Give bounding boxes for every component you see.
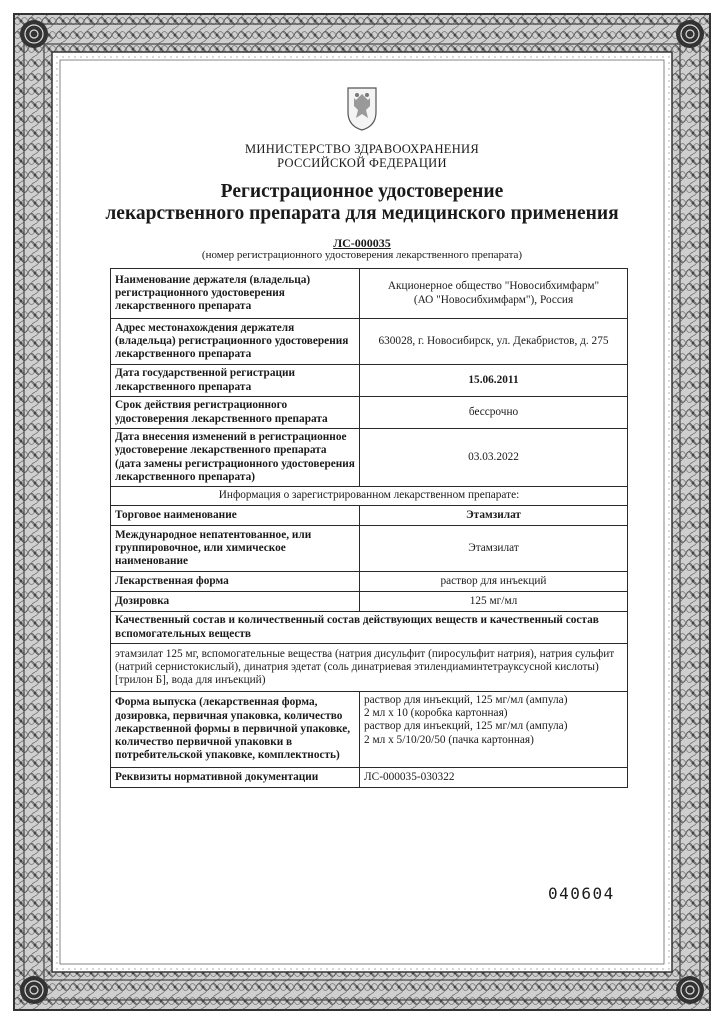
dosage-label: Дозировка [111, 592, 360, 612]
trade-name-label: Торговое наименование [111, 506, 360, 526]
table-row [111, 692, 628, 768]
validity-label: Срок действия регистрационного удостоверения лекарственного препарата [111, 397, 360, 429]
table-row [111, 506, 628, 526]
table-row [111, 644, 628, 692]
reg-date-label: Дата государственной регистрации лекарственного препарата [111, 365, 360, 397]
reg-date-value: 15.06.2011 [360, 365, 628, 397]
release-label: Форма выпуска (лекарственная форма, дозировка, первичная упаковка, количество лекарственной формы в первичной упаковке, количество первичной упаковки в потребительской упаковке, комплектность) [111, 692, 360, 768]
normative-label: Реквизиты нормативной документации [111, 768, 360, 788]
table-row [111, 592, 628, 612]
ministry-name-line2: РОССИЙСКОЙ ФЕДЕРАЦИИ [277, 156, 447, 170]
registration-number-caption: (номер регистрационного удостоверения лекарственного препарата) [201, 249, 523, 261]
table-row [111, 365, 628, 397]
normative-value: ЛС-000035-030322 [360, 768, 628, 788]
table-row [111, 572, 628, 592]
table-row [111, 397, 628, 429]
form-value: раствор для инъекций [360, 572, 628, 592]
changes-value: 03.03.2022 [360, 429, 628, 487]
inn-label: Международное непатентованное, или группировочное, или химическое наименование [111, 526, 360, 572]
address-label: Адрес местонахождения держателя (владельца) регистрационного удостоверения лекарственного препарата [111, 319, 360, 365]
table-row [111, 526, 628, 572]
form-label: Лекарственная форма [111, 572, 360, 592]
composition-header: Качественный состав и количественный состав действующих веществ и качественный состав вспомогательных веществ [111, 612, 628, 644]
document-title-line1: Регистрационное удостоверение [220, 181, 504, 202]
changes-label: Дата внесения изменений в регистрационное удостоверение лекарственного препарата (дата замены регистрационного удостоверения лекарственного препарата) [111, 429, 360, 487]
holder-value-line1: Акционерное общество "Новосибхимфарм" [387, 280, 600, 293]
release-line3: раствор для инъекций, 125 мг/мл (ампула) [364, 720, 568, 733]
registration-number: ЛС-000035 [333, 236, 391, 250]
release-line2: 2 мл х 10 (коробка картонная) [364, 707, 508, 720]
release-value [360, 692, 628, 768]
info-header: Информация о зарегистрированном лекарственном препарате: [111, 487, 628, 506]
table-row [111, 319, 628, 365]
holder-value-line2: (АО "Новосибхимфарм"), Россия [413, 293, 574, 306]
table-row [111, 429, 628, 487]
holder-value [360, 269, 628, 319]
composition-value: этамзилат 125 мг, вспомогательные вещества (натрия дисульфит (пиросульфит натрия), натрия сульфит (натрий сернистокислый), динатрия эдетат (соль динатриевая этилендиаминтетрауксусной кислоты) [трилон Б], вода для инъекций) [111, 644, 628, 692]
ministry-name-line1: МИНИСТЕРСТВО ЗДРАВООХРАНЕНИЯ [244, 142, 480, 156]
table-row [111, 487, 628, 506]
validity-value: бессрочно [360, 397, 628, 429]
table-row [111, 612, 628, 644]
release-line4: 2 мл х 5/10/20/50 (пачка картонная) [364, 733, 534, 746]
certificate-table [110, 268, 628, 788]
table-row [111, 269, 628, 319]
release-line1: раствор для инъекций, 125 мг/мл (ампула) [364, 694, 568, 706]
trade-name-value: Этамзилат [360, 506, 628, 526]
dosage-value: 125 мг/мл [360, 592, 628, 612]
inn-value: Этамзилат [360, 526, 628, 572]
coat-of-arms-emblem [344, 84, 380, 132]
table-row [111, 768, 628, 788]
holder-label: Наименование держателя (владельца) регистрационного удостоверения лекарственного препарата [111, 269, 360, 319]
document-title-line2: лекарственного препарата для медицинского применения [105, 203, 619, 224]
address-value: 630028, г. Новосибирск, ул. Декабристов, д. 275 [360, 319, 628, 365]
serial-number: 040604 [548, 884, 615, 903]
